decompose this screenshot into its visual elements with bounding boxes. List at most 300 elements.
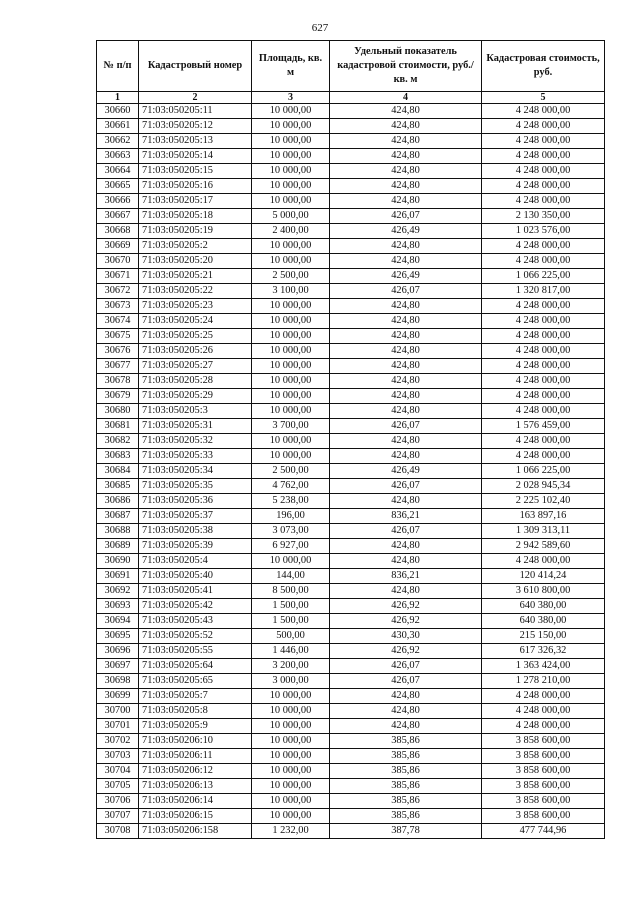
area-cell: 10 000,00 xyxy=(252,689,330,704)
cadastral-value-cell: 4 248 000,00 xyxy=(482,359,605,374)
row-number-cell: 30696 xyxy=(97,644,139,659)
cadastral-number-cell: 71:03:050205:42 xyxy=(139,599,252,614)
cadastral-value-cell: 1 363 424,00 xyxy=(482,659,605,674)
cadastral-value-cell: 4 248 000,00 xyxy=(482,434,605,449)
area-cell: 2 500,00 xyxy=(252,269,330,284)
unit-value-cell: 426,92 xyxy=(330,644,482,659)
header-cadastral-value: Кадастровая стоимость, руб. xyxy=(482,41,605,92)
cadastral-value-cell: 1 278 210,00 xyxy=(482,674,605,689)
area-cell: 10 000,00 xyxy=(252,704,330,719)
table-row xyxy=(97,599,605,614)
column-number: 1 xyxy=(97,92,139,104)
cadastral-value-cell: 4 248 000,00 xyxy=(482,719,605,734)
cadastral-value-cell: 3 858 600,00 xyxy=(482,794,605,809)
table-row xyxy=(97,239,605,254)
cadastral-number-cell: 71:03:050205:34 xyxy=(139,464,252,479)
unit-value-cell: 424,80 xyxy=(330,494,482,509)
cadastral-value-cell: 3 858 600,00 xyxy=(482,764,605,779)
area-cell: 3 100,00 xyxy=(252,284,330,299)
table-row xyxy=(97,269,605,284)
table-row xyxy=(97,764,605,779)
cadastral-value-cell: 2 942 589,60 xyxy=(482,539,605,554)
column-number: 3 xyxy=(252,92,330,104)
cadastral-value-cell: 1 309 313,11 xyxy=(482,524,605,539)
area-cell: 3 073,00 xyxy=(252,524,330,539)
area-cell: 10 000,00 xyxy=(252,134,330,149)
table-row xyxy=(97,254,605,269)
cadastral-value-cell: 2 225 102,40 xyxy=(482,494,605,509)
unit-value-cell: 836,21 xyxy=(330,569,482,584)
cadastral-value-cell: 120 414,24 xyxy=(482,569,605,584)
unit-value-cell: 426,49 xyxy=(330,269,482,284)
row-number-cell: 30692 xyxy=(97,584,139,599)
table-row xyxy=(97,779,605,794)
cadastral-number-cell: 71:03:050205:41 xyxy=(139,584,252,599)
column-number-row xyxy=(97,92,605,104)
row-number-cell: 30698 xyxy=(97,674,139,689)
table-row xyxy=(97,524,605,539)
cadastral-number-cell: 71:03:050205:9 xyxy=(139,719,252,734)
cadastral-number-cell: 71:03:050205:33 xyxy=(139,449,252,464)
cadastral-number-cell: 71:03:050206:11 xyxy=(139,749,252,764)
cadastral-number-cell: 71:03:050205:43 xyxy=(139,614,252,629)
cadastral-number-cell: 71:03:050205:20 xyxy=(139,254,252,269)
unit-value-cell: 426,07 xyxy=(330,284,482,299)
area-cell: 10 000,00 xyxy=(252,794,330,809)
area-cell: 10 000,00 xyxy=(252,809,330,824)
unit-value-cell: 426,07 xyxy=(330,674,482,689)
cadastral-value-cell: 4 248 000,00 xyxy=(482,554,605,569)
table-row xyxy=(97,824,605,839)
area-cell: 5 238,00 xyxy=(252,494,330,509)
area-cell: 10 000,00 xyxy=(252,239,330,254)
row-number-cell: 30677 xyxy=(97,359,139,374)
area-cell: 10 000,00 xyxy=(252,434,330,449)
row-number-cell: 30693 xyxy=(97,599,139,614)
table-row xyxy=(97,119,605,134)
cadastral-number-cell: 71:03:050205:27 xyxy=(139,359,252,374)
table-row xyxy=(97,704,605,719)
cadastral-value-cell: 2 028 945,34 xyxy=(482,479,605,494)
area-cell: 8 500,00 xyxy=(252,584,330,599)
row-number-cell: 30691 xyxy=(97,569,139,584)
cadastral-number-cell: 71:03:050205:65 xyxy=(139,674,252,689)
row-number-cell: 30697 xyxy=(97,659,139,674)
cadastral-number-cell: 71:03:050205:21 xyxy=(139,269,252,284)
table-row xyxy=(97,284,605,299)
cadastral-number-cell: 71:03:050206:15 xyxy=(139,809,252,824)
row-number-cell: 30704 xyxy=(97,764,139,779)
cadastral-number-cell: 71:03:050205:25 xyxy=(139,329,252,344)
unit-value-cell: 424,80 xyxy=(330,389,482,404)
area-cell: 10 000,00 xyxy=(252,149,330,164)
row-number-cell: 30665 xyxy=(97,179,139,194)
row-number-cell: 30700 xyxy=(97,704,139,719)
table-row xyxy=(97,614,605,629)
cadastral-value-cell: 4 248 000,00 xyxy=(482,329,605,344)
unit-value-cell: 385,86 xyxy=(330,749,482,764)
row-number-cell: 30678 xyxy=(97,374,139,389)
header-row-number: № п/п xyxy=(97,41,139,92)
cadastral-number-cell: 71:03:050205:11 xyxy=(139,104,252,119)
cadastral-number-cell: 71:03:050205:13 xyxy=(139,134,252,149)
unit-value-cell: 385,86 xyxy=(330,734,482,749)
cadastral-value-cell: 3 858 600,00 xyxy=(482,749,605,764)
cadastral-value-cell: 617 326,32 xyxy=(482,644,605,659)
row-number-cell: 30706 xyxy=(97,794,139,809)
cadastral-value-cell: 4 248 000,00 xyxy=(482,404,605,419)
table-row xyxy=(97,149,605,164)
row-number-cell: 30705 xyxy=(97,779,139,794)
row-number-cell: 30689 xyxy=(97,539,139,554)
cadastral-number-cell: 71:03:050205:26 xyxy=(139,344,252,359)
area-cell: 10 000,00 xyxy=(252,344,330,359)
cadastral-value-cell: 640 380,00 xyxy=(482,614,605,629)
area-cell: 10 000,00 xyxy=(252,764,330,779)
row-number-cell: 30671 xyxy=(97,269,139,284)
row-number-cell: 30664 xyxy=(97,164,139,179)
cadastral-number-cell: 71:03:050205:14 xyxy=(139,149,252,164)
cadastral-number-cell: 71:03:050205:15 xyxy=(139,164,252,179)
cadastral-number-cell: 71:03:050206:14 xyxy=(139,794,252,809)
row-number-cell: 30686 xyxy=(97,494,139,509)
area-cell: 10 000,00 xyxy=(252,779,330,794)
column-number: 2 xyxy=(139,92,252,104)
cadastral-value-cell: 4 248 000,00 xyxy=(482,374,605,389)
area-cell: 10 000,00 xyxy=(252,299,330,314)
cadastral-number-cell: 71:03:050205:2 xyxy=(139,239,252,254)
unit-value-cell: 424,80 xyxy=(330,254,482,269)
cadastral-value-cell: 3 858 600,00 xyxy=(482,734,605,749)
table-row xyxy=(97,809,605,824)
cadastral-number-cell: 71:03:050205:19 xyxy=(139,224,252,239)
cadastral-value-cell: 4 248 000,00 xyxy=(482,299,605,314)
cadastral-value-cell: 4 248 000,00 xyxy=(482,179,605,194)
row-number-cell: 30707 xyxy=(97,809,139,824)
row-number-cell: 30685 xyxy=(97,479,139,494)
cadastral-number-cell: 71:03:050205:16 xyxy=(139,179,252,194)
row-number-cell: 30660 xyxy=(97,104,139,119)
unit-value-cell: 426,92 xyxy=(330,599,482,614)
table-row xyxy=(97,134,605,149)
area-cell: 10 000,00 xyxy=(252,314,330,329)
cadastral-value-cell: 1 066 225,00 xyxy=(482,464,605,479)
cadastral-value-cell: 4 248 000,00 xyxy=(482,449,605,464)
unit-value-cell: 424,80 xyxy=(330,314,482,329)
cadastral-number-cell: 71:03:050205:52 xyxy=(139,629,252,644)
cadastral-number-cell: 71:03:050205:64 xyxy=(139,659,252,674)
cadastral-value-cell: 4 248 000,00 xyxy=(482,254,605,269)
unit-value-cell: 385,86 xyxy=(330,794,482,809)
cadastral-value-cell: 4 248 000,00 xyxy=(482,149,605,164)
row-number-cell: 30674 xyxy=(97,314,139,329)
cadastral-value-cell: 4 248 000,00 xyxy=(482,314,605,329)
table-row xyxy=(97,359,605,374)
cadastral-value-cell: 4 248 000,00 xyxy=(482,239,605,254)
area-cell: 10 000,00 xyxy=(252,374,330,389)
cadastral-number-cell: 71:03:050205:37 xyxy=(139,509,252,524)
cadastral-value-cell: 477 744,96 xyxy=(482,824,605,839)
cadastral-table xyxy=(96,40,605,839)
area-cell: 144,00 xyxy=(252,569,330,584)
row-number-cell: 30679 xyxy=(97,389,139,404)
column-number: 5 xyxy=(482,92,605,104)
cadastral-value-cell: 215 150,00 xyxy=(482,629,605,644)
cadastral-value-cell: 4 248 000,00 xyxy=(482,134,605,149)
row-number-cell: 30663 xyxy=(97,149,139,164)
table-row xyxy=(97,494,605,509)
unit-value-cell: 424,80 xyxy=(330,719,482,734)
cadastral-number-cell: 71:03:050205:22 xyxy=(139,284,252,299)
unit-value-cell: 424,80 xyxy=(330,239,482,254)
unit-value-cell: 424,80 xyxy=(330,179,482,194)
area-cell: 3 700,00 xyxy=(252,419,330,434)
unit-value-cell: 424,80 xyxy=(330,329,482,344)
row-number-cell: 30695 xyxy=(97,629,139,644)
area-cell: 10 000,00 xyxy=(252,254,330,269)
cadastral-value-cell: 640 380,00 xyxy=(482,599,605,614)
table-row xyxy=(97,299,605,314)
row-number-cell: 30668 xyxy=(97,224,139,239)
cadastral-number-cell: 71:03:050205:7 xyxy=(139,689,252,704)
area-cell: 1 500,00 xyxy=(252,614,330,629)
cadastral-number-cell: 71:03:050205:40 xyxy=(139,569,252,584)
table-row xyxy=(97,404,605,419)
row-number-cell: 30701 xyxy=(97,719,139,734)
table-row xyxy=(97,374,605,389)
table-row xyxy=(97,659,605,674)
table-row xyxy=(97,434,605,449)
table-row xyxy=(97,734,605,749)
cadastral-value-cell: 4 248 000,00 xyxy=(482,164,605,179)
unit-value-cell: 430,30 xyxy=(330,629,482,644)
unit-value-cell: 385,86 xyxy=(330,779,482,794)
cadastral-number-cell: 71:03:050205:24 xyxy=(139,314,252,329)
cadastral-number-cell: 71:03:050205:23 xyxy=(139,299,252,314)
cadastral-number-cell: 71:03:050205:32 xyxy=(139,434,252,449)
area-cell: 4 762,00 xyxy=(252,479,330,494)
table-row xyxy=(97,224,605,239)
cadastral-number-cell: 71:03:050205:4 xyxy=(139,554,252,569)
unit-value-cell: 426,07 xyxy=(330,209,482,224)
row-number-cell: 30682 xyxy=(97,434,139,449)
table-row xyxy=(97,314,605,329)
unit-value-cell: 424,80 xyxy=(330,449,482,464)
area-cell: 10 000,00 xyxy=(252,749,330,764)
row-number-cell: 30662 xyxy=(97,134,139,149)
table-row xyxy=(97,209,605,224)
unit-value-cell: 424,80 xyxy=(330,404,482,419)
header-area: Площадь, кв. м xyxy=(252,41,330,92)
unit-value-cell: 424,80 xyxy=(330,584,482,599)
row-number-cell: 30661 xyxy=(97,119,139,134)
cadastral-value-cell: 4 248 000,00 xyxy=(482,119,605,134)
cadastral-value-cell: 4 248 000,00 xyxy=(482,689,605,704)
row-number-cell: 30666 xyxy=(97,194,139,209)
unit-value-cell: 426,49 xyxy=(330,464,482,479)
unit-value-cell: 424,80 xyxy=(330,119,482,134)
cadastral-number-cell: 71:03:050205:28 xyxy=(139,374,252,389)
area-cell: 10 000,00 xyxy=(252,449,330,464)
unit-value-cell: 424,80 xyxy=(330,149,482,164)
cadastral-number-cell: 71:03:050205:35 xyxy=(139,479,252,494)
area-cell: 10 000,00 xyxy=(252,164,330,179)
area-cell: 3 200,00 xyxy=(252,659,330,674)
table-row xyxy=(97,629,605,644)
row-number-cell: 30672 xyxy=(97,284,139,299)
cadastral-number-cell: 71:03:050206:10 xyxy=(139,734,252,749)
unit-value-cell: 424,80 xyxy=(330,689,482,704)
cadastral-number-cell: 71:03:050205:18 xyxy=(139,209,252,224)
cadastral-value-cell: 1 576 459,00 xyxy=(482,419,605,434)
cadastral-value-cell: 1 320 817,00 xyxy=(482,284,605,299)
cadastral-value-cell: 4 248 000,00 xyxy=(482,344,605,359)
page-number: 627 xyxy=(311,22,329,34)
area-cell: 500,00 xyxy=(252,629,330,644)
table-row xyxy=(97,794,605,809)
cadastral-number-cell: 71:03:050205:8 xyxy=(139,704,252,719)
unit-value-cell: 385,86 xyxy=(330,764,482,779)
cadastral-value-cell: 3 610 800,00 xyxy=(482,584,605,599)
table-row xyxy=(97,179,605,194)
table-row xyxy=(97,569,605,584)
area-cell: 1 232,00 xyxy=(252,824,330,839)
area-cell: 10 000,00 xyxy=(252,359,330,374)
table-row xyxy=(97,749,605,764)
cadastral-value-cell: 163 897,16 xyxy=(482,509,605,524)
row-number-cell: 30690 xyxy=(97,554,139,569)
unit-value-cell: 424,80 xyxy=(330,344,482,359)
cadastral-number-cell: 71:03:050206:12 xyxy=(139,764,252,779)
area-cell: 10 000,00 xyxy=(252,734,330,749)
unit-value-cell: 426,07 xyxy=(330,659,482,674)
unit-value-cell: 424,80 xyxy=(330,359,482,374)
cadastral-value-cell: 1 023 576,00 xyxy=(482,224,605,239)
header-row xyxy=(97,41,605,92)
row-number-cell: 30670 xyxy=(97,254,139,269)
row-number-cell: 30673 xyxy=(97,299,139,314)
table-row xyxy=(97,449,605,464)
row-number-cell: 30688 xyxy=(97,524,139,539)
unit-value-cell: 424,80 xyxy=(330,554,482,569)
table-row xyxy=(97,509,605,524)
table-row xyxy=(97,644,605,659)
row-number-cell: 30683 xyxy=(97,449,139,464)
area-cell: 10 000,00 xyxy=(252,554,330,569)
unit-value-cell: 836,21 xyxy=(330,509,482,524)
table-row xyxy=(97,584,605,599)
cadastral-value-cell: 4 248 000,00 xyxy=(482,194,605,209)
unit-value-cell: 426,07 xyxy=(330,479,482,494)
area-cell: 10 000,00 xyxy=(252,179,330,194)
area-cell: 2 500,00 xyxy=(252,464,330,479)
cadastral-number-cell: 71:03:050205:3 xyxy=(139,404,252,419)
table-row xyxy=(97,329,605,344)
area-cell: 1 500,00 xyxy=(252,599,330,614)
cadastral-value-cell: 4 248 000,00 xyxy=(482,104,605,119)
table-row xyxy=(97,674,605,689)
table-row xyxy=(97,719,605,734)
unit-value-cell: 424,80 xyxy=(330,539,482,554)
cadastral-number-cell: 71:03:050205:55 xyxy=(139,644,252,659)
area-cell: 10 000,00 xyxy=(252,119,330,134)
column-number: 4 xyxy=(330,92,482,104)
row-number-cell: 30675 xyxy=(97,329,139,344)
unit-value-cell: 426,92 xyxy=(330,614,482,629)
cadastral-value-cell: 4 248 000,00 xyxy=(482,389,605,404)
header-unit-value: Удельный показатель кадастровой стоимости, руб./кв. м xyxy=(330,41,482,92)
area-cell: 10 000,00 xyxy=(252,719,330,734)
row-number-cell: 30676 xyxy=(97,344,139,359)
row-number-cell: 30687 xyxy=(97,509,139,524)
row-number-cell: 30667 xyxy=(97,209,139,224)
row-number-cell: 30669 xyxy=(97,239,139,254)
table-row xyxy=(97,539,605,554)
unit-value-cell: 387,78 xyxy=(330,824,482,839)
area-cell: 3 000,00 xyxy=(252,674,330,689)
unit-value-cell: 424,80 xyxy=(330,704,482,719)
unit-value-cell: 426,07 xyxy=(330,419,482,434)
unit-value-cell: 424,80 xyxy=(330,374,482,389)
cadastral-number-cell: 71:03:050205:29 xyxy=(139,389,252,404)
row-number-cell: 30708 xyxy=(97,824,139,839)
table-row xyxy=(97,689,605,704)
cadastral-number-cell: 71:03:050206:13 xyxy=(139,779,252,794)
area-cell: 10 000,00 xyxy=(252,104,330,119)
table-row xyxy=(97,479,605,494)
unit-value-cell: 426,49 xyxy=(330,224,482,239)
table-row xyxy=(97,164,605,179)
area-cell: 10 000,00 xyxy=(252,404,330,419)
area-cell: 1 446,00 xyxy=(252,644,330,659)
unit-value-cell: 424,80 xyxy=(330,434,482,449)
row-number-cell: 30684 xyxy=(97,464,139,479)
table-body xyxy=(97,104,605,839)
table-row xyxy=(97,419,605,434)
area-cell: 2 400,00 xyxy=(252,224,330,239)
table-row xyxy=(97,104,605,119)
header-cadastral-number: Кадастровый номер xyxy=(139,41,252,92)
area-cell: 10 000,00 xyxy=(252,194,330,209)
cadastral-value-cell: 2 130 350,00 xyxy=(482,209,605,224)
area-cell: 6 927,00 xyxy=(252,539,330,554)
cadastral-number-cell: 71:03:050205:12 xyxy=(139,119,252,134)
area-cell: 10 000,00 xyxy=(252,329,330,344)
table-row xyxy=(97,194,605,209)
cadastral-number-cell: 71:03:050205:17 xyxy=(139,194,252,209)
cadastral-number-cell: 71:03:050205:31 xyxy=(139,419,252,434)
unit-value-cell: 424,80 xyxy=(330,104,482,119)
cadastral-number-cell: 71:03:050205:36 xyxy=(139,494,252,509)
unit-value-cell: 424,80 xyxy=(330,194,482,209)
row-number-cell: 30681 xyxy=(97,419,139,434)
unit-value-cell: 424,80 xyxy=(330,299,482,314)
cadastral-number-cell: 71:03:050205:39 xyxy=(139,539,252,554)
cadastral-number-cell: 71:03:050205:38 xyxy=(139,524,252,539)
cadastral-value-cell: 1 066 225,00 xyxy=(482,269,605,284)
row-number-cell: 30703 xyxy=(97,749,139,764)
area-cell: 10 000,00 xyxy=(252,389,330,404)
area-cell: 196,00 xyxy=(252,509,330,524)
cadastral-number-cell: 71:03:050206:158 xyxy=(139,824,252,839)
table-row xyxy=(97,464,605,479)
table-row xyxy=(97,554,605,569)
cadastral-value-cell: 4 248 000,00 xyxy=(482,704,605,719)
unit-value-cell: 426,07 xyxy=(330,524,482,539)
unit-value-cell: 424,80 xyxy=(330,134,482,149)
table-row xyxy=(97,344,605,359)
table-row xyxy=(97,389,605,404)
